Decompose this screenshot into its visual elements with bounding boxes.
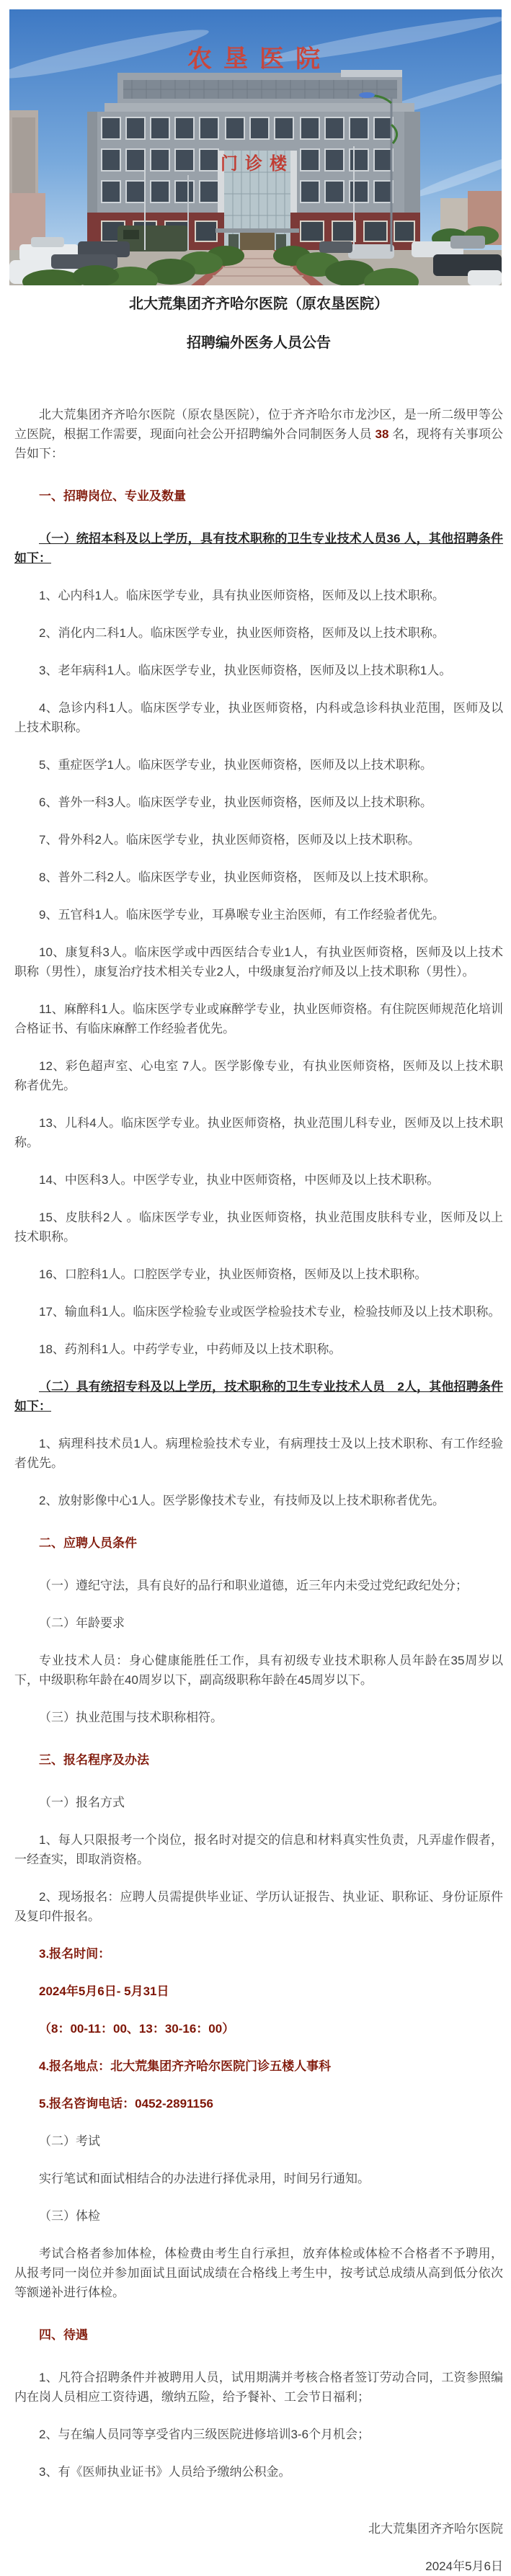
signature-org: 北大荒集团齐齐哈尔医院 bbox=[368, 2522, 503, 2536]
section4-heading: 四、待遇 bbox=[39, 2328, 88, 2342]
doc-title: 北大荒集团齐齐哈尔医院（原农垦医院） bbox=[129, 296, 388, 312]
recruit-count: 38 bbox=[375, 427, 389, 441]
reg-time-label: 3.报名时间： bbox=[39, 1947, 111, 1961]
recruit-item: 4、急诊内科1人。临床医学专业，执业医师资格，内科或急诊科执业范围，医师及以上技术职称。 bbox=[14, 701, 503, 734]
benefit-item: 3、有《医师执业证书》人员给予缴纳公积金。 bbox=[39, 2465, 291, 2479]
group1-heading: （一）统招本科及以上学历，具有技术职称的卫生专业技术人员36 人，其他招聘条件如下： bbox=[14, 532, 503, 565]
intro-text-after: 名，现将有关事项公告如下： bbox=[14, 427, 503, 460]
condition-item: （一）遵纪守法，具有良好的品行和职业道德，近三年内未受过党纪政纪处分； bbox=[39, 1579, 468, 1592]
recruit-item: 3、老年病科1人。临床医学专业，执业医师资格，医师及以上技术职称1人。 bbox=[39, 664, 452, 677]
intro-paragraph bbox=[14, 405, 503, 463]
reg-method-heading: （一）报名方式 bbox=[39, 1796, 125, 1809]
benefit-item: 2、与在编人员同等享受省内三级医院进修培训3-6个月机会； bbox=[39, 2428, 370, 2441]
hospital-photo-illustration bbox=[9, 9, 502, 285]
recruit-item: 17、输血科1人。临床医学检验专业或医学检验技术专业，检验技师及以上技术职称。 bbox=[39, 1305, 501, 1319]
facade-sign-text: 门诊楼 bbox=[221, 154, 294, 174]
intro-text-before: 北大荒集团齐齐哈尔医院（原农垦医院），位于齐齐哈尔市龙沙区，是一所二级甲等公立医院，根据工作需要，现面向社会公开招聘编外合同制医务人员 bbox=[14, 408, 503, 441]
group2-heading: （二）具有统招专科及以上学历，技术职称的卫生专业技术人员 2人，其他招聘条件如下： bbox=[14, 1380, 503, 1413]
recruit-item: 7、骨外科2人。临床医学专业，执业医师资格，医师及以上技术职称。 bbox=[39, 833, 420, 847]
exam-heading: （二）考试 bbox=[39, 2134, 100, 2148]
reg-hours: （8：00-11：00、13：30-16：00） bbox=[39, 2022, 235, 2036]
recruit-item: 8、普外二科2人。临床医学专业，执业医师资格， 医师及以上技术职称。 bbox=[39, 870, 436, 884]
recruit-item: 14、中医科3人。中医学专业，执业中医师资格，中医师及以上技术职称。 bbox=[39, 1173, 440, 1187]
recruit-item: 6、普外一科3人。临床医学专业，执业医师资格，医师及以上技术职称。 bbox=[39, 795, 432, 809]
checkup-text: 考试合格者参加体检，体检费由考生自行承担，放弃体检或体检不合格者不予聘用，从报考同一岗位并参加面试且面试成绩在合格线上考生中，按考试总成绩从高到低分依次等额递补进行体检。 bbox=[14, 2247, 503, 2299]
condition-item: 专业技术人员：身心健康能胜任工作，具有初级专业技术职称人员年龄在35周岁以下，中级职称年龄在40周岁以下，副高级职称年龄在45周岁以下。 bbox=[14, 1654, 503, 1687]
reg-item: 2、现场报名：应聘人员需提供毕业证、学历认证报告、执业证、职称证、身份证原件及复印件报名。 bbox=[14, 1890, 503, 1923]
hospital-building bbox=[87, 45, 420, 250]
condition-item: （三）执业范围与技术职称相符。 bbox=[39, 1711, 223, 1724]
recruit-item: 1、病理科技术员1人。病理检验技术专业，有病理技士及以上技术职称、有工作经验者优先。 bbox=[14, 1437, 503, 1470]
doc-subtitle: 招聘编外医务人员公告 bbox=[187, 335, 331, 351]
recruit-item: 12、彩色超声室、心电室 7人。医学影像专业，有执业医师资格，医师及以上技术职称者优先。 bbox=[14, 1059, 503, 1092]
reg-date-range: 2024年5月6日- 5月31日 bbox=[39, 1984, 169, 1998]
recruit-item: 5、重症医学1人。临床医学专业，执业医师资格，医师及以上技术职称。 bbox=[39, 758, 432, 772]
recruit-item: 16、口腔科1人。口腔医学专业，执业医师资格，医师及以上技术职称。 bbox=[39, 1267, 427, 1281]
reg-phone: 5.报名咨询电话：0452-2891156 bbox=[39, 2097, 213, 2111]
recruit-item: 13、儿科4人。临床医学专业。执业医师资格，执业范围儿科专业，医师及以上技术职称。 bbox=[14, 1116, 503, 1149]
reg-location: 4.报名地点：北大荒集团齐齐哈尔医院门诊五楼人事科 bbox=[39, 2059, 332, 2073]
reg-item: 1、每人只限报考一个岗位，报名时对提交的信息和材料真实性负责，凡弄虚作假者，一经查实，即取消资格。 bbox=[14, 1833, 503, 1866]
section1-heading: 一、招聘岗位、专业及数量 bbox=[39, 489, 186, 503]
recruit-item: 2、消化内二科1人。临床医学专业，执业医师资格，医师及以上技术职称。 bbox=[39, 626, 445, 640]
recruit-item: 2、放射影像中心1人。医学影像技术专业，有技师及以上技术职称者优先。 bbox=[39, 1494, 445, 1507]
section3-heading: 三、报名程序及办法 bbox=[39, 1753, 149, 1767]
recruit-item: 9、五官科1人。临床医学专业，耳鼻喉专业主治医师，有工作经验者优先。 bbox=[39, 908, 445, 922]
hospital-photo bbox=[0, 0, 511, 285]
section2-heading: 二、应聘人员条件 bbox=[39, 1536, 137, 1550]
roof-sign-text: 农垦医院 bbox=[187, 45, 332, 73]
recruit-item: 10、康复科3人。临床医学或中西医结合专业1人，有执业医师资格，医师及以上技术职称（男性），康复治疗技术相关专业2人，中级康复治疗师及以上技术职称（男性）。 bbox=[14, 945, 503, 979]
benefit-item: 1、凡符合招聘条件并被聘用人员，试用期满并考核合格者签订劳动合同，工资参照编内在岗人员相应工资待遇，缴纳五险，给予餐补、工会节日福利； bbox=[14, 2371, 503, 2404]
recruit-item: 18、药剂科1人。中药学专业，中药师及以上技术职称。 bbox=[39, 1342, 342, 1356]
recruit-item: 1、心内科1人。临床医学专业，具有执业医师资格，医师及以上技术职称。 bbox=[39, 589, 445, 602]
recruit-item: 11、麻醉科1人。临床医学专业或麻醉学专业，执业医师资格。有住院医师规范化培训合格证书、有临床麻醉工作经验者优先。 bbox=[14, 1002, 503, 1035]
exam-text: 实行笔试和面试相结合的办法进行择优录用，时间另行通知。 bbox=[39, 2172, 370, 2185]
announcement-article bbox=[0, 294, 511, 2576]
condition-item: （二）年龄要求 bbox=[39, 1616, 125, 1630]
signature-date: 2024年5月6日 bbox=[425, 2559, 503, 2573]
recruit-item: 15、皮肤科2人 。临床医学专业，执业医师资格，执业范围皮肤科专业，医师及以上技术职称。 bbox=[14, 1211, 503, 1244]
checkup-heading: （三）体检 bbox=[39, 2209, 100, 2223]
